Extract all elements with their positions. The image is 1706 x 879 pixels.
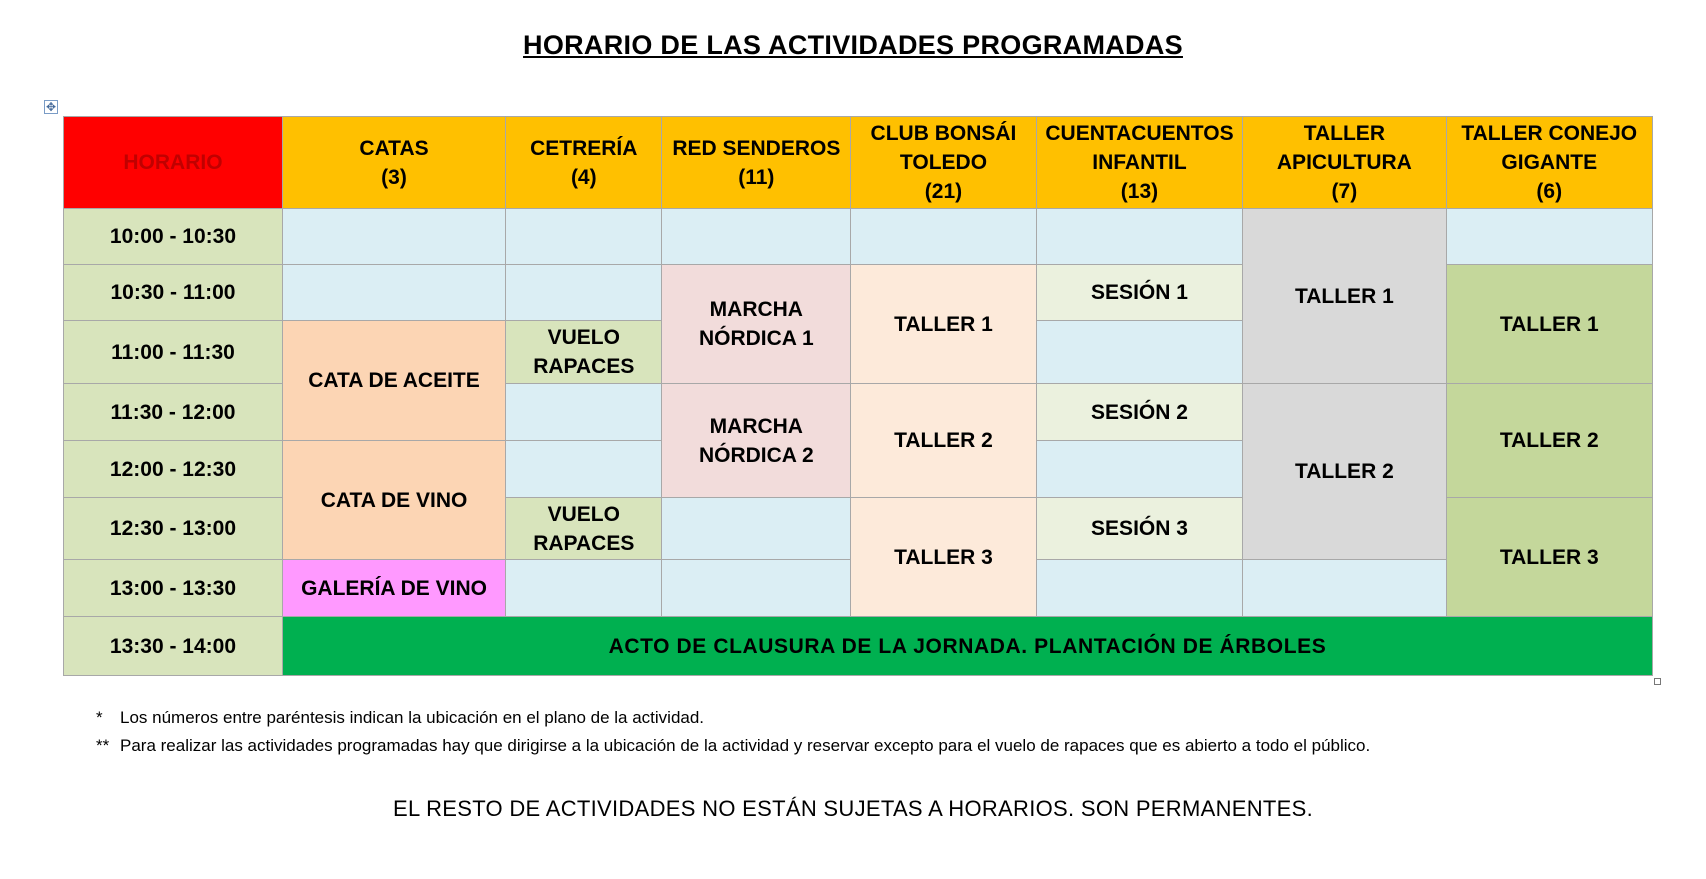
header-line: (11) bbox=[738, 165, 775, 189]
header-catas bbox=[282, 117, 505, 209]
time-slot: 10:00 - 10:30 bbox=[64, 209, 283, 265]
empty-cell bbox=[662, 209, 851, 265]
cell-line: NÓRDICA 2 bbox=[698, 443, 814, 467]
vuelo-rapaces-2 bbox=[506, 498, 662, 560]
cell-line: NÓRDICA 1 bbox=[698, 327, 814, 350]
footnote-marker: ** bbox=[96, 736, 110, 755]
empty-cell bbox=[506, 384, 662, 441]
cell-line: MARCHA bbox=[709, 414, 803, 438]
vuelo-rapaces-1 bbox=[506, 321, 662, 384]
conejo-taller-2: TALLER 2 bbox=[1446, 384, 1652, 498]
permanent-activities-note: EL RESTO DE ACTIVIDADES NO ESTÁN SUJETAS A HORARIOS. SON PERMANENTES. bbox=[392, 796, 1314, 821]
empty-cell bbox=[1036, 560, 1242, 617]
cell-line: VUELO bbox=[547, 326, 620, 349]
table-row bbox=[64, 617, 1653, 676]
empty-cell bbox=[506, 441, 662, 498]
bonsai-taller-2: TALLER 2 bbox=[851, 384, 1037, 498]
empty-cell bbox=[662, 498, 851, 560]
header-cuentacuentos bbox=[1036, 117, 1242, 209]
apicultura-taller-1: TALLER 1 bbox=[1243, 209, 1446, 384]
time-slot: 12:00 - 12:30 bbox=[64, 441, 283, 498]
table-resize-handle-icon[interactable] bbox=[1654, 678, 1661, 685]
empty-cell bbox=[1036, 209, 1242, 265]
footnote-1 bbox=[96, 704, 1370, 732]
header-row bbox=[64, 117, 1653, 209]
header-line: (6) bbox=[1536, 180, 1563, 203]
table-move-handle-icon[interactable]: ✥ bbox=[45, 100, 57, 114]
header-line: CETRERÍA bbox=[530, 136, 638, 160]
cell-line: VUELO bbox=[547, 502, 620, 526]
time-slot: 12:30 - 13:00 bbox=[64, 498, 283, 560]
footnote-2 bbox=[96, 732, 1370, 760]
time-slot: 13:00 - 13:30 bbox=[64, 560, 283, 617]
conejo-taller-3: TALLER 3 bbox=[1446, 498, 1652, 617]
header-cetreria bbox=[506, 117, 662, 209]
cuentacuentos-sesion-3: SESIÓN 3 bbox=[1036, 498, 1242, 560]
empty-cell bbox=[851, 209, 1037, 265]
header-line: (4) bbox=[570, 165, 597, 189]
header-line: (7) bbox=[1331, 180, 1358, 203]
header-line: (13) bbox=[1120, 180, 1159, 203]
empty-cell bbox=[282, 209, 505, 265]
header-line: CLUB BONSÁI bbox=[870, 122, 1017, 145]
time-slot: 11:30 - 12:00 bbox=[64, 384, 283, 441]
bonsai-taller-1: TALLER 1 bbox=[851, 265, 1037, 384]
header-line: CUENTACUENTOS bbox=[1045, 122, 1234, 145]
marcha-nordica-1 bbox=[662, 265, 851, 384]
empty-cell bbox=[1446, 209, 1652, 265]
header-line: INFANTIL bbox=[1092, 151, 1187, 174]
page-title: HORARIO DE LAS ACTIVIDADES PROGRAMADAS bbox=[523, 30, 1183, 60]
header-line: TOLEDO bbox=[899, 151, 988, 174]
cata-de-aceite: CATA DE ACEITE bbox=[282, 321, 505, 441]
acto-de-clausura: ACTO DE CLAUSURA DE LA JORNADA. PLANTACIÓN DE ÁRBOLES bbox=[282, 617, 1652, 676]
cuentacuentos-sesion-2: SESIÓN 2 bbox=[1036, 384, 1242, 441]
header-line: GIGANTE bbox=[1501, 151, 1598, 174]
empty-cell bbox=[282, 265, 505, 321]
cell-line: RAPACES bbox=[533, 531, 635, 555]
cell-line: RAPACES bbox=[533, 355, 635, 378]
empty-cell bbox=[506, 265, 662, 321]
cell-line: MARCHA bbox=[709, 298, 803, 321]
empty-cell bbox=[662, 560, 851, 617]
header-line: (21) bbox=[924, 180, 963, 203]
empty-cell bbox=[1243, 560, 1446, 617]
header-line: APICULTURA bbox=[1276, 151, 1412, 174]
empty-cell bbox=[506, 560, 662, 617]
header-line: CATAS bbox=[359, 136, 429, 160]
schedule-table bbox=[63, 116, 1653, 676]
cuentacuentos-sesion-1: SESIÓN 1 bbox=[1036, 265, 1242, 321]
cata-de-vino: CATA DE VINO bbox=[282, 441, 505, 560]
time-slot: 13:30 - 14:00 bbox=[64, 617, 283, 676]
header-line: (3) bbox=[381, 165, 407, 189]
header-horario: HORARIO bbox=[64, 117, 283, 209]
marcha-nordica-2 bbox=[662, 384, 851, 498]
table-row bbox=[64, 209, 1653, 265]
footnote-text: Los números entre paréntesis indican la ubicación en el plano de la actividad. bbox=[120, 708, 705, 727]
conejo-taller-1: TALLER 1 bbox=[1446, 265, 1652, 384]
header-apicultura bbox=[1243, 117, 1446, 209]
empty-cell bbox=[506, 209, 662, 265]
galeria-de-vino: GALERÍA DE VINO bbox=[282, 560, 505, 617]
empty-cell bbox=[1036, 321, 1242, 384]
header-line: TALLER bbox=[1303, 122, 1385, 145]
footnotes bbox=[96, 704, 1370, 760]
header-bonsai bbox=[851, 117, 1037, 209]
footnote-marker: * bbox=[96, 708, 103, 727]
time-slot: 10:30 - 11:00 bbox=[64, 265, 283, 321]
apicultura-taller-2: TALLER 2 bbox=[1243, 384, 1446, 560]
header-senderos bbox=[662, 117, 851, 209]
bonsai-taller-3: TALLER 3 bbox=[851, 498, 1037, 617]
header-line: RED SENDEROS bbox=[672, 136, 841, 160]
header-conejo bbox=[1446, 117, 1652, 209]
header-line: TALLER CONEJO bbox=[1461, 122, 1638, 145]
empty-cell bbox=[1036, 441, 1242, 498]
time-slot: 11:00 - 11:30 bbox=[64, 321, 283, 384]
footnote-text: Para realizar las actividades programadas hay que dirigirse a la ubicación de la actividad y reservar excepto para el vuelo de rapaces que es abierto a todo el público. bbox=[120, 736, 1371, 755]
